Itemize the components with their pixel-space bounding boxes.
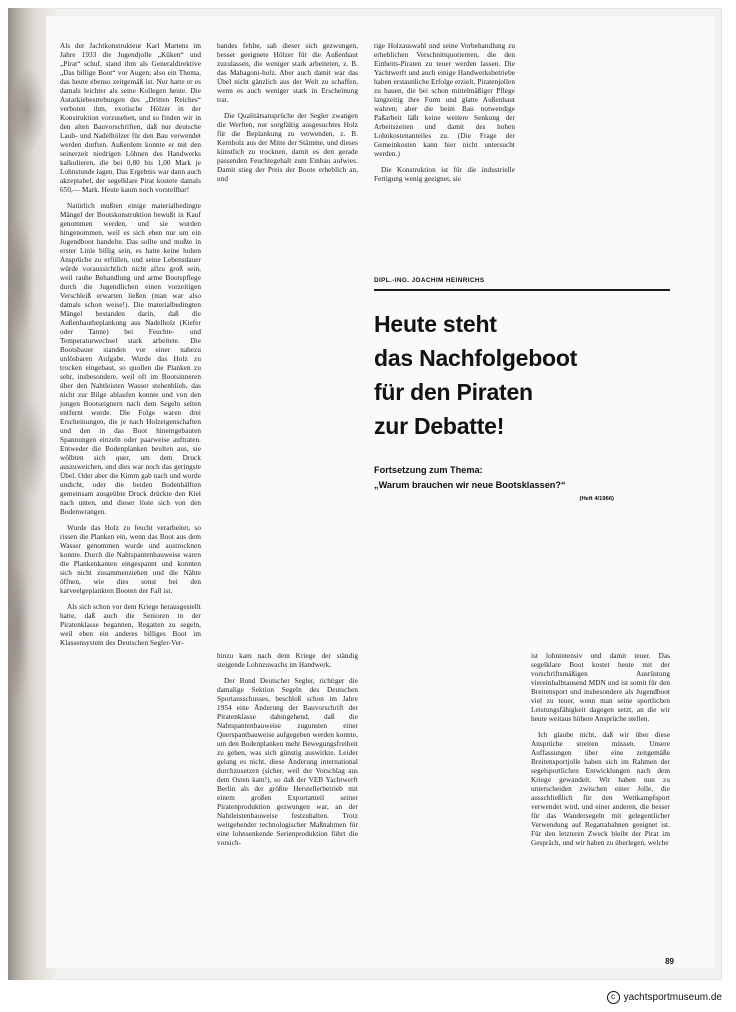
headline-line-3: für den Piraten — [374, 378, 533, 405]
source-credit — [607, 991, 722, 1004]
headline-line-4: zur Debatte! — [374, 412, 505, 439]
paragraph: Als sich schon vor dem Kriege herausgestellt hatte, daß auch die Senioren in der Piratenklasse begannen, Regatten zu segeln, weil eben ein anderes billiges Boot im Klassensystem des Deutschen Segler-Ver- — [60, 603, 201, 647]
headline-line-2: das Nachfolgeboot — [374, 344, 578, 371]
footer-bar — [0, 980, 736, 1012]
article-byline: DIPL.-ING. JOACHIM HEINRICHS — [374, 277, 485, 284]
text-column-3-upper — [374, 42, 515, 191]
source-credit-label: yachtsportmuseum.de — [623, 992, 722, 1003]
page-number: 89 — [665, 957, 674, 966]
subhead-line-1: Fortsetzung zum Thema: — [374, 464, 483, 475]
headline-rule — [374, 289, 670, 291]
text-column-4 — [531, 652, 670, 855]
subhead-line-2: „Warum brauchen wir neue Bootsklassen?“ — [374, 479, 566, 490]
text-column-1 — [60, 42, 201, 655]
paragraph: Die Konstruktion ist für die industrielle Fertigung wenig geeignet, sie — [374, 166, 515, 183]
paragraph: bandes fehlte, sah dieser sich gezwungen, besser geeignete Hölzer für die Außenhaut zuzulassen, die weniger stark arbeiteten, z. B. das Mahagoni-holz. Aber auch damit war das Übel nicht gänzlich aus der Welt zu schaffen, wenn es auch weniger stark in Erscheinung trat. — [217, 42, 358, 104]
text-column-2-lower — [217, 652, 358, 855]
paragraph: tige Holzauswahl und seine Vorbehandlung zu erheblichen Verschnittquotienten, die den Einheits-Piraten zu teuer werden lassen. Die Yachtwerft und auch einige Handwerksbetriebe haben erstaunliche Erfolge erzielt, Piratenjollen zu bauen, die bei schon mittelmäßiger Pflege langzeitig ihre Form und glatte Außenhaut wahren; aber die beim Bau notwendige Paßarbeit läßt keine weitere Senkung der Arbeitszeiten und damit des hohen Lohnkostenanteiles zu. (Die Frage der Gemeinkosten kann hier nicht untersucht werden.) — [374, 42, 515, 158]
text-column-2-upper — [217, 42, 358, 191]
article-headline-block — [374, 277, 670, 502]
paragraph: Ich glaube nicht, daß wir über diese Ansprüche streiten müssen. Unsere Auffassungen über eine zeitgemäße Breitensportjolle haben sich im Rahmen der segelsportlichen Entwicklungen nach dem Kriege gewandelt. Wir haben nun zu unterscheiden zwischen einer Jolle, die ausschließlich für den Wettkampfsport verwendet wird, und einer anderen, die besser für das Wandersegeln mit gelegentlicher Verwendung auf Regattabahnen geeignet ist. Für den letzteren Zweck bleibt der Pirat im Gespräch, und wir haben zu überlegen, welche — [531, 731, 670, 847]
article-subhead — [374, 463, 670, 493]
paragraph: Natürlich mußten einige materialbedingte Mängel der Bootskonstruktion bewußt in Kauf genommen werden, und sie wurden hingenommen, weil es sich eben nur um ein Jugendboot handelte. Das sollte und mußte in erster Linie billig sein, es hatte keine hohen Ansprüche zu erfüllen, und seine Lebensdauer würde voraussichtlich nicht allzu groß sein, weil rauhe Behandlung und arme Bootspflege durch die Jugendlichen einen vorzeitigen Verschleiß erwarten ließen (man war also damals schon weise!). Die materialbedingten Mängel bestanden darin, daß die Außenhautbeplankung aus Nadelholz (Kiefer oder Tanne) bei Feuchte- und Temperaturwechsel stark arbeitete. Die Bootsbauer standen vor einer nahezu unlösbaren Aufgabe. Wurde das Holz zu trocken eingebaut, so quollen die Planken zu sehr, insbesondere, weil oft im Bootsinneren über den Nahtleisten Wasser stehenblieb, das nicht zur Bilge ablaufen konnte und von den jungen Bootseignern nach dem Segeln selten entfernt wurde. Die Folge waren drei Erscheinungen, die je nach Holzeigenschaften und den in das Boot hineingebauten Spannungen einzeln oder paarweise auftraten. Entweder die Bodenplanken beulten aus, sie wölbten sich quer, um dem Druck auszuweichen, und dies war noch das geringste Übel. Oder aber die Kimm gab nach und wurde undicht, oder die beiden Bodenhälften gemeinsam ausgeübte Druck drückte den Kiel nach unten, und dieser löste sich von den Bodenwrangen. — [60, 202, 201, 516]
paragraph: Wurde das Holz zu feucht verarbeitet, so rissen die Planken ein, wenn das Boot aus dem Wasser genommen wurde und austrocknen konnte. Durch die Nahtspantenbauweise waren die Plankenkanten eingespannt und konnten sich nicht zusammenziehen und die Nähte öffnen, wie dies sonst bei den karveelgeplankten Booten der Fall ist. — [60, 524, 201, 595]
paragraph: Als der Jachtkonstrukteur Karl Martens im Jahre 1933 die Jugendjolle „Küken“ und „Pirat“ schuf, stand ihm als Generaldirektive „Das billige Boot“ vor Augen; also ein Thema, das heute ebenso zeitgemäß ist. Nur hatte er es damals leichter als seine Kollegen heute. Die Autarkiebestrebungen des „Dritten Reiches“ verboten ihm, exotische Hölzer in der Konstruktion vorzusehen, und so finden wir in den alten Bauvorschriften, daß nur deutsche Laub- und Nadelhölzer für den Bau verwendet werden durften. Außerdem konnte er mit den seinerzeit niedrigen Löhnen des Handwerks kalkulieren, die bei 0,80 bis 1,00 Mark je Lohnstunde lagen. Das Ergebnis war dann auch akzeptabel, der segelklare Pirat kostete damals 650,— Mark. Heute kaum noch vorstellbar! — [60, 42, 201, 194]
paragraph: ist lohnintensiv und damit teuer. Das segelklare Boot kostet heute mit der vorschriftsmäßigen Ausrüstung viereinhalbtausend MDN und ist somit für den Breitensport und insbesondere als Jugendboot viel zu teuer, wenn man seine sportlichen Leistungsfähigkeit dagegen setzt, an die wir heute weitaus höhere Ansprüche stellen. — [531, 652, 670, 723]
issue-reference: (Heft 4/1966) — [579, 495, 614, 502]
copyright-icon: c — [607, 991, 620, 1004]
article-headline — [374, 307, 670, 443]
paragraph: Der Bund Deutscher Segler, richtiger die damalige Sektion Segeln des Deutschen Sportausschusses, beschloß schon im Jahre 1954 eine Änderung der Bauvorschrift der Piratenklasse dahingehend, daß die Nahtspantenbauweise zugunsten einer Querspantbauweise aufgegeben werden konnte, um den Bodenplanken mehr Bewegungsfreiheit zu geben, was sich günstig auswirkte. Leider gelang es nicht, diese Änderung international durchzusetzen (sicher, weil der Vorschlag aus dem Osten kam!), so daß der VEB Yachtwerft Berlin als der größte Herstellerbetrieb mit einem großen Exportanteil seiner Piratenproduktion gezwungen war, an der Nahtleistenbauweise festzuhalten. Trotz weitgehender technologischer Maßnahmen für eine lohnsenkende Serienproduktion führt die vorsich- — [217, 677, 358, 847]
paragraph: Die Qualitätsansprüche der Segler zwangen die Werften, nur sorgfältig ausgesuchtes Holz für die Beplankung zu verwenden, z. B. Kernholz aus der Mitte der Stämme, und dieses künstlich zu trocknen, damit es den gerade passenden Feuchtegehalt zum Einbau aufwies. Damit stieg der Preis der Boote erheblich an, und — [217, 112, 358, 183]
paragraph: hinzu kam nach dem Kriege der ständig steigende Lohnzuwachs im Handwerk. — [217, 652, 358, 669]
headline-line-1: Heute steht — [374, 310, 497, 337]
